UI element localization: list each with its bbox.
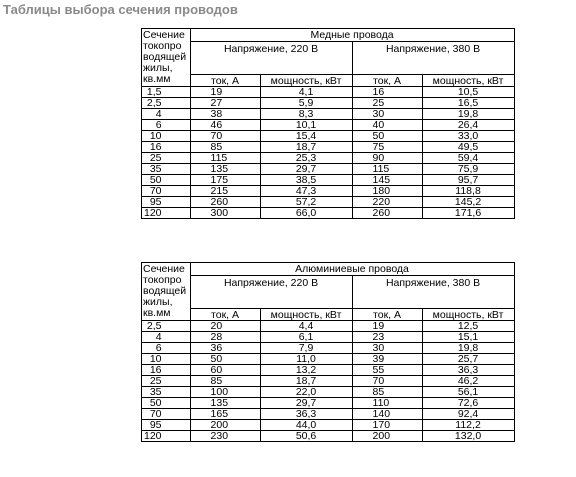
power-220-cell: 66,0 [260,208,352,219]
current-220-cell: 175 [190,175,260,186]
section-cell: 50 [142,398,191,409]
table-row [142,175,515,186]
current-380-header: ток, А [352,75,422,87]
aluminum-table-body [142,321,515,442]
power-380-cell: 72,6 [422,398,514,409]
power-380-cell: 25,7 [422,354,514,365]
power-220-cell: 29,7 [260,398,352,409]
current-380-cell: 16 [352,87,422,98]
table-row [142,153,515,164]
current-380-cell: 180 [352,186,422,197]
power-380-cell: 36,3 [422,365,514,376]
section-column-header: Сечение токопро водящей жилы, кв.мм [142,263,191,321]
current-220-cell: 85 [190,376,260,387]
current-380-cell: 19 [352,321,422,332]
voltage-380-header: Напряжение, 380 В [352,42,514,75]
section-cell: 6 [142,120,191,131]
table-row [142,120,515,131]
current-220-header: ток, А [190,309,260,321]
power-380-cell: 10,5 [422,87,514,98]
current-380-cell: 115 [352,164,422,175]
table-row [142,354,515,365]
section-cell: 16 [142,142,191,153]
power-220-header: мощность, кВт [260,309,352,321]
power-380-cell: 171,6 [422,208,514,219]
power-220-cell: 57,2 [260,197,352,208]
table-group-title: Алюминиевые провода [190,263,514,276]
section-column-header: Сечение токопро водящей жилы, кв.мм [142,29,191,87]
table-row [142,208,515,219]
section-cell: 25 [142,376,191,387]
section-cell: 120 [142,208,191,219]
section-cell: 120 [142,431,191,442]
table-row [142,87,515,98]
power-220-cell: 10,1 [260,120,352,131]
current-380-cell: 75 [352,142,422,153]
power-380-cell: 46,2 [422,376,514,387]
current-220-cell: 46 [190,120,260,131]
current-380-cell: 145 [352,175,422,186]
current-220-cell: 38 [190,109,260,120]
table-row [142,420,515,431]
table-row [142,164,515,175]
current-380-cell: 40 [352,120,422,131]
table-row [142,332,515,343]
section-cell: 4 [142,332,191,343]
current-220-cell: 60 [190,365,260,376]
power-220-cell: 13,2 [260,365,352,376]
current-220-cell: 36 [190,343,260,354]
section-cell: 2,5 [142,98,191,109]
section-cell: 10 [142,354,191,365]
section-cell: 1,5 [142,87,191,98]
power-220-cell: 36,3 [260,409,352,420]
table-row [142,197,515,208]
current-380-cell: 70 [352,376,422,387]
power-380-cell: 95,7 [422,175,514,186]
power-380-cell: 145,2 [422,197,514,208]
power-380-cell: 59,4 [422,153,514,164]
power-220-cell: 47,3 [260,186,352,197]
power-380-cell: 75,9 [422,164,514,175]
power-380-cell: 33,0 [422,131,514,142]
power-380-header: мощность, кВт [422,309,514,321]
section-cell: 25 [142,153,191,164]
power-220-cell: 25,3 [260,153,352,164]
current-220-cell: 19 [190,87,260,98]
table-row [142,343,515,354]
power-220-cell: 18,7 [260,142,352,153]
table-row [142,387,515,398]
current-220-cell: 300 [190,208,260,219]
power-380-cell: 92,4 [422,409,514,420]
table-row [142,365,515,376]
current-380-cell: 39 [352,354,422,365]
current-220-cell: 230 [190,431,260,442]
power-380-cell: 56,1 [422,387,514,398]
table-row [142,109,515,120]
power-380-cell: 19,8 [422,343,514,354]
current-380-cell: 260 [352,208,422,219]
section-cell: 95 [142,420,191,431]
section-cell: 35 [142,387,191,398]
power-220-cell: 15,4 [260,131,352,142]
power-220-cell: 38,5 [260,175,352,186]
table-row [142,186,515,197]
current-220-cell: 135 [190,398,260,409]
power-380-cell: 112,2 [422,420,514,431]
current-220-cell: 165 [190,409,260,420]
section-cell: 70 [142,409,191,420]
power-220-cell: 8,3 [260,109,352,120]
current-380-cell: 30 [352,343,422,354]
current-220-cell: 115 [190,153,260,164]
current-220-cell: 200 [190,420,260,431]
section-cell: 50 [142,175,191,186]
table-group-title: Медные провода [190,29,514,42]
power-220-cell: 22,0 [260,387,352,398]
table-row [142,409,515,420]
table-row [142,98,515,109]
table-row [142,321,515,332]
table-row [142,431,515,442]
page-title: Таблицы выбора сечения проводов [3,2,238,17]
power-220-cell: 5,9 [260,98,352,109]
current-380-cell: 30 [352,109,422,120]
power-220-cell: 6,1 [260,332,352,343]
current-220-cell: 135 [190,164,260,175]
current-380-cell: 170 [352,420,422,431]
power-220-cell: 44,0 [260,420,352,431]
section-cell: 95 [142,197,191,208]
power-220-cell: 29,7 [260,164,352,175]
current-380-cell: 140 [352,409,422,420]
power-380-cell: 15,1 [422,332,514,343]
current-220-cell: 27 [190,98,260,109]
current-380-cell: 50 [352,131,422,142]
power-220-cell: 4,4 [260,321,352,332]
current-220-cell: 28 [190,332,260,343]
table-row [142,376,515,387]
current-380-cell: 220 [352,197,422,208]
current-220-cell: 260 [190,197,260,208]
power-380-cell: 16,5 [422,98,514,109]
current-380-cell: 200 [352,431,422,442]
section-cell: 35 [142,164,191,175]
power-220-cell: 18,7 [260,376,352,387]
power-380-cell: 132,0 [422,431,514,442]
power-380-header: мощность, кВт [422,75,514,87]
section-cell: 4 [142,109,191,120]
current-220-cell: 70 [190,131,260,142]
table-row [142,142,515,153]
section-cell: 6 [142,343,191,354]
current-220-cell: 100 [190,387,260,398]
power-220-cell: 4,1 [260,87,352,98]
voltage-220-header: Напряжение, 220 В [190,276,352,309]
section-cell: 70 [142,186,191,197]
section-cell: 10 [142,131,191,142]
power-220-cell: 11,0 [260,354,352,365]
aluminum-wire-table [141,262,515,442]
power-220-cell: 50,6 [260,431,352,442]
table-row [142,131,515,142]
current-220-cell: 85 [190,142,260,153]
voltage-220-header: Напряжение, 220 В [190,42,352,75]
copper-wire-table [141,28,515,219]
current-220-cell: 50 [190,354,260,365]
power-380-cell: 12,5 [422,321,514,332]
power-380-cell: 19,8 [422,109,514,120]
power-380-cell: 49,5 [422,142,514,153]
section-cell: 2,5 [142,321,191,332]
section-cell: 16 [142,365,191,376]
power-380-cell: 26,4 [422,120,514,131]
copper-table-body [142,87,515,219]
current-220-cell: 20 [190,321,260,332]
current-380-header: ток, А [352,309,422,321]
current-380-cell: 55 [352,365,422,376]
current-380-cell: 23 [352,332,422,343]
voltage-380-header: Напряжение, 380 В [352,276,514,309]
current-220-header: ток, А [190,75,260,87]
current-220-cell: 215 [190,186,260,197]
current-380-cell: 110 [352,398,422,409]
current-380-cell: 85 [352,387,422,398]
power-220-cell: 7,9 [260,343,352,354]
power-380-cell: 118,8 [422,186,514,197]
table-row [142,398,515,409]
power-220-header: мощность, кВт [260,75,352,87]
current-380-cell: 25 [352,98,422,109]
current-380-cell: 90 [352,153,422,164]
